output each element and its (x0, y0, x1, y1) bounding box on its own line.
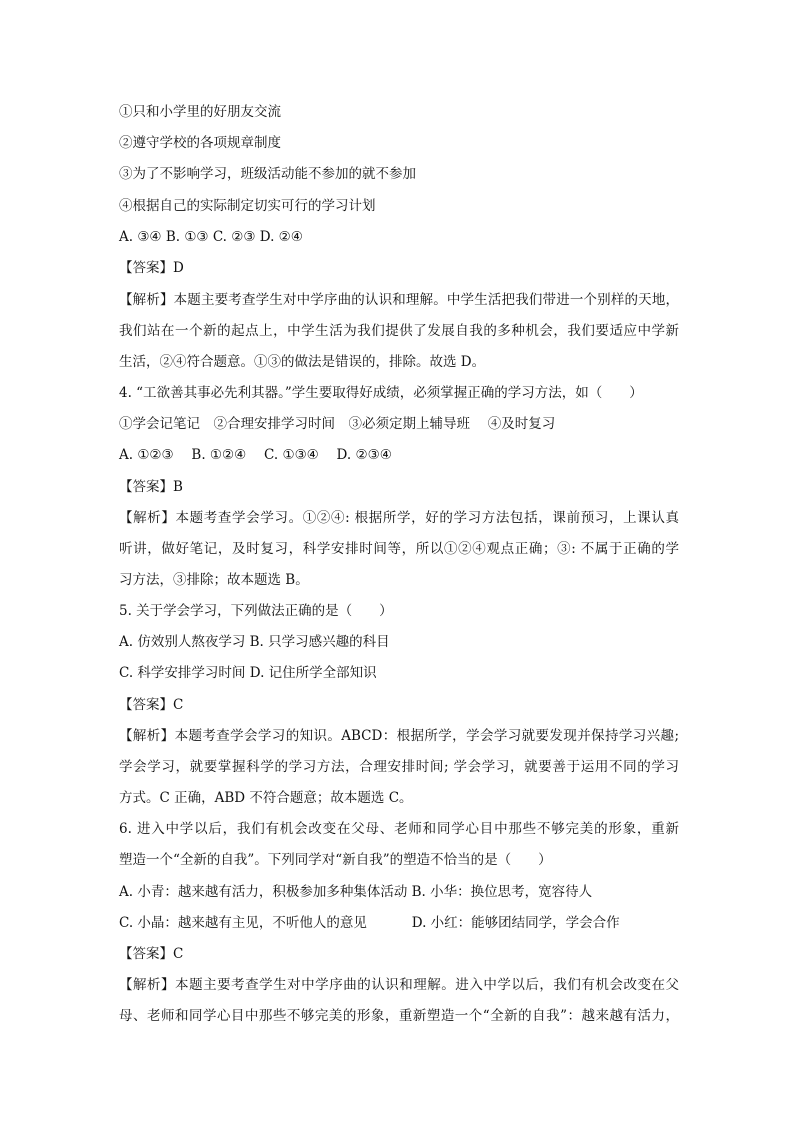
q3-analysis-line-2: 我们站在一个新的起点上，中学生活为我们提供了发展自我的多种机会，我们要适应中学新 (119, 323, 679, 339)
q5-answer: 【答案】C (119, 697, 184, 713)
q4-answer: 【答案】B (119, 479, 183, 495)
q6-answer: 【答案】C (119, 946, 184, 962)
q5-choices-line-2: C. 科学安排学习时间 D. 记住所学全部知识 (119, 665, 377, 681)
q3-analysis-line-3: 生活，②④符合题意。①③的做法是错误的，排除。故选 D。 (119, 354, 486, 370)
q4-analysis-line-3: 习方法，③排除；故本题选 B。 (119, 572, 309, 588)
q6-choices-line-2: C. 小晶：越来越有主见，不听他人的意见 D. 小红：能够团结同学，学会合作 (119, 915, 620, 931)
q6-analysis-line-1: 【解析】本题主要考查学生对中学序曲的认识和理解。进入中学以后，我们有机会改变在父 (119, 977, 679, 993)
q3-choices: A. ③④ B. ①③ C. ②③ D. ②④ (119, 229, 303, 245)
q4-stem: 4. “工欲善其事必先利其器。”学生要取得好成绩，必须掌握正确的学习方法，如（ ） (119, 385, 643, 401)
q4-options: ①学会记笔记 ②合理安排学习时间 ③必须定期上辅导班 ④及时复习 (119, 416, 556, 432)
q5-analysis-line-3: 方式。C 正确，ABD 不符合题意；故本题选 C。 (119, 790, 413, 806)
q6-choices-line-1: A. 小青：越来越有活力，积极参加多种集体活动 B. 小华：换位思考，宽容待人 (119, 884, 593, 900)
q3-option-2: ②遵守学校的各项规章制度 (119, 135, 281, 151)
q6-stem-line-1: 6. 进入中学以后，我们有机会改变在父母、老师和同学心目中那些不够完美的形象，重新 (119, 821, 679, 837)
q5-stem: 5. 关于学会学习，下列做法正确的是（ ） (119, 603, 393, 619)
q3-option-1: ①只和小学里的好朋友交流 (119, 104, 281, 120)
q5-choices-line-1: A. 仿效别人熬夜学习 B. 只学习感兴趣的科目 (119, 634, 390, 650)
q6-analysis-line-2: 母、老师和同学心目中那些不够完美的形象，重新塑造一个“全新的自我”：越来越有活力， (119, 1008, 679, 1024)
q3-option-3: ③为了不影响学习，班级活动能不参加的就不参加 (119, 166, 416, 182)
q6-stem-line-2: 塑造一个“全新的自我”。下列同学对“新自我”的塑造不恰当的是（ ） (119, 852, 552, 868)
q3-answer: 【答案】D (119, 260, 184, 276)
q3-option-4: ④根据自己的实际制定切实可行的学习计划 (119, 198, 376, 214)
q5-analysis-line-2: 学会学习，就要掌握科学的学习方法，合理安排时间; 学会学习，就要善于运用不同的学习 (119, 759, 679, 775)
q4-analysis-line-1: 【解析】本题考查学会学习。①②④: 根据所学，好的学习方法包括，课前预习，上课认真 (119, 510, 679, 526)
q5-analysis-line-1: 【解析】本题考查学会学习的知识。ABCD：根据所学，学会学习就要发现并保持学习兴趣; (119, 728, 679, 744)
q4-analysis-line-2: 听讲，做好笔记，及时复习，科学安排时间等，所以①②④观点正确；③: 不属于正确的学 (119, 541, 679, 557)
q3-analysis-line-1: 【解析】本题主要考查学生对中学序曲的认识和理解。中学生活把我们带进一个别样的天地， (119, 292, 679, 308)
q4-choices: A. ①②③ B. ①②④ C. ①③④ D. ②③④ (119, 447, 392, 463)
